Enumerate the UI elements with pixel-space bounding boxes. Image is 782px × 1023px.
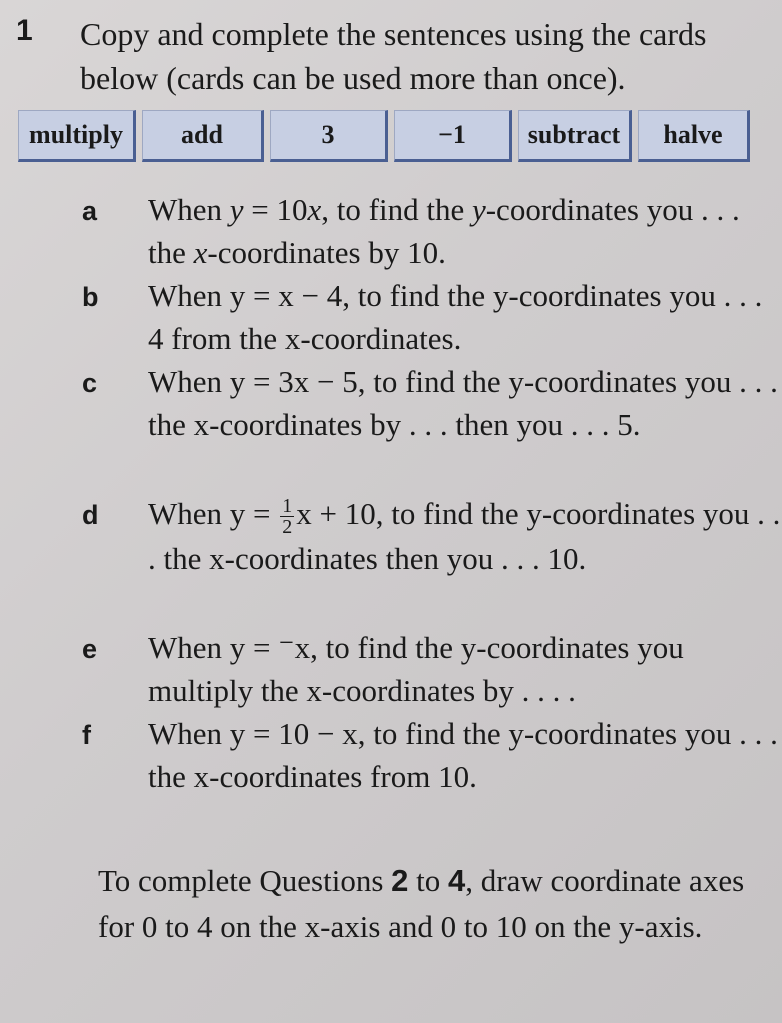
part-text: , to find the: [321, 192, 472, 227]
footer-text: , draw coordinate axes for 0 to 4 on the x-axis and 0 to 10 on the y-axis.: [98, 863, 745, 944]
part-text: When: [148, 192, 230, 227]
part-d: [0, 492, 782, 626]
footer-text: To complete Questions: [98, 863, 392, 898]
part-label: b: [82, 282, 99, 312]
fraction-one-half: [280, 496, 294, 537]
part-text: = 10: [243, 192, 308, 227]
word-cards: [18, 110, 750, 162]
card-multiply: multiply: [18, 110, 136, 162]
part-text: -coordinates by 10.: [207, 235, 446, 270]
part-text: When y = 10 − x, to find the y-coordinates you . . . the x-coordinates from 10.: [148, 716, 778, 794]
part-label: f: [82, 720, 91, 750]
part-label: d: [82, 500, 99, 530]
question-ref: 2: [391, 863, 409, 898]
card-subtract: subtract: [518, 110, 632, 162]
part-text: -coordinates you . . . the: [148, 192, 740, 270]
part-e: [0, 626, 782, 712]
part-text: x + 10, to find the y-coordinates you . . . the x-coordinates then you . . . 10.: [148, 496, 781, 577]
part-label: a: [82, 196, 98, 226]
fraction-denominator: 2: [282, 516, 293, 539]
part-label: c: [82, 368, 98, 398]
var-y: y: [229, 192, 244, 227]
var-x: x: [307, 192, 322, 227]
question-intro: Copy and complete the sentences using the cards below (cards can be used more than once).: [80, 16, 707, 96]
fraction-numerator: 1: [282, 495, 293, 518]
part-a: [0, 188, 782, 274]
part-text: When y = ⁻x, to find the y-coordinates you multiply the x-coordinates by . . . .: [148, 630, 684, 708]
instructions-footer: [98, 858, 768, 950]
part-f: [0, 712, 782, 798]
var-x: x: [193, 235, 208, 270]
card-add: add: [142, 110, 264, 162]
question-parts: [0, 188, 782, 798]
part-c: [0, 360, 782, 492]
card-halve: halve: [638, 110, 750, 162]
part-text: When y =: [148, 496, 279, 531]
question-number: 1: [16, 14, 33, 47]
part-text: When y = x − 4, to find the y-coordinates you . . . 4 from the x-coordinates.: [148, 278, 763, 356]
part-text: When y = 3x − 5, to find the y-coordinates you . . . the x-coordinates by . . . then you . . . 5.: [148, 364, 778, 442]
footer-text: to: [408, 863, 449, 898]
var-y: y: [471, 192, 486, 227]
part-label: e: [82, 634, 98, 664]
part-b: [0, 274, 782, 360]
question-ref: 4: [448, 863, 466, 898]
card-minus-one: −1: [394, 110, 512, 162]
card-three: 3: [270, 110, 388, 162]
